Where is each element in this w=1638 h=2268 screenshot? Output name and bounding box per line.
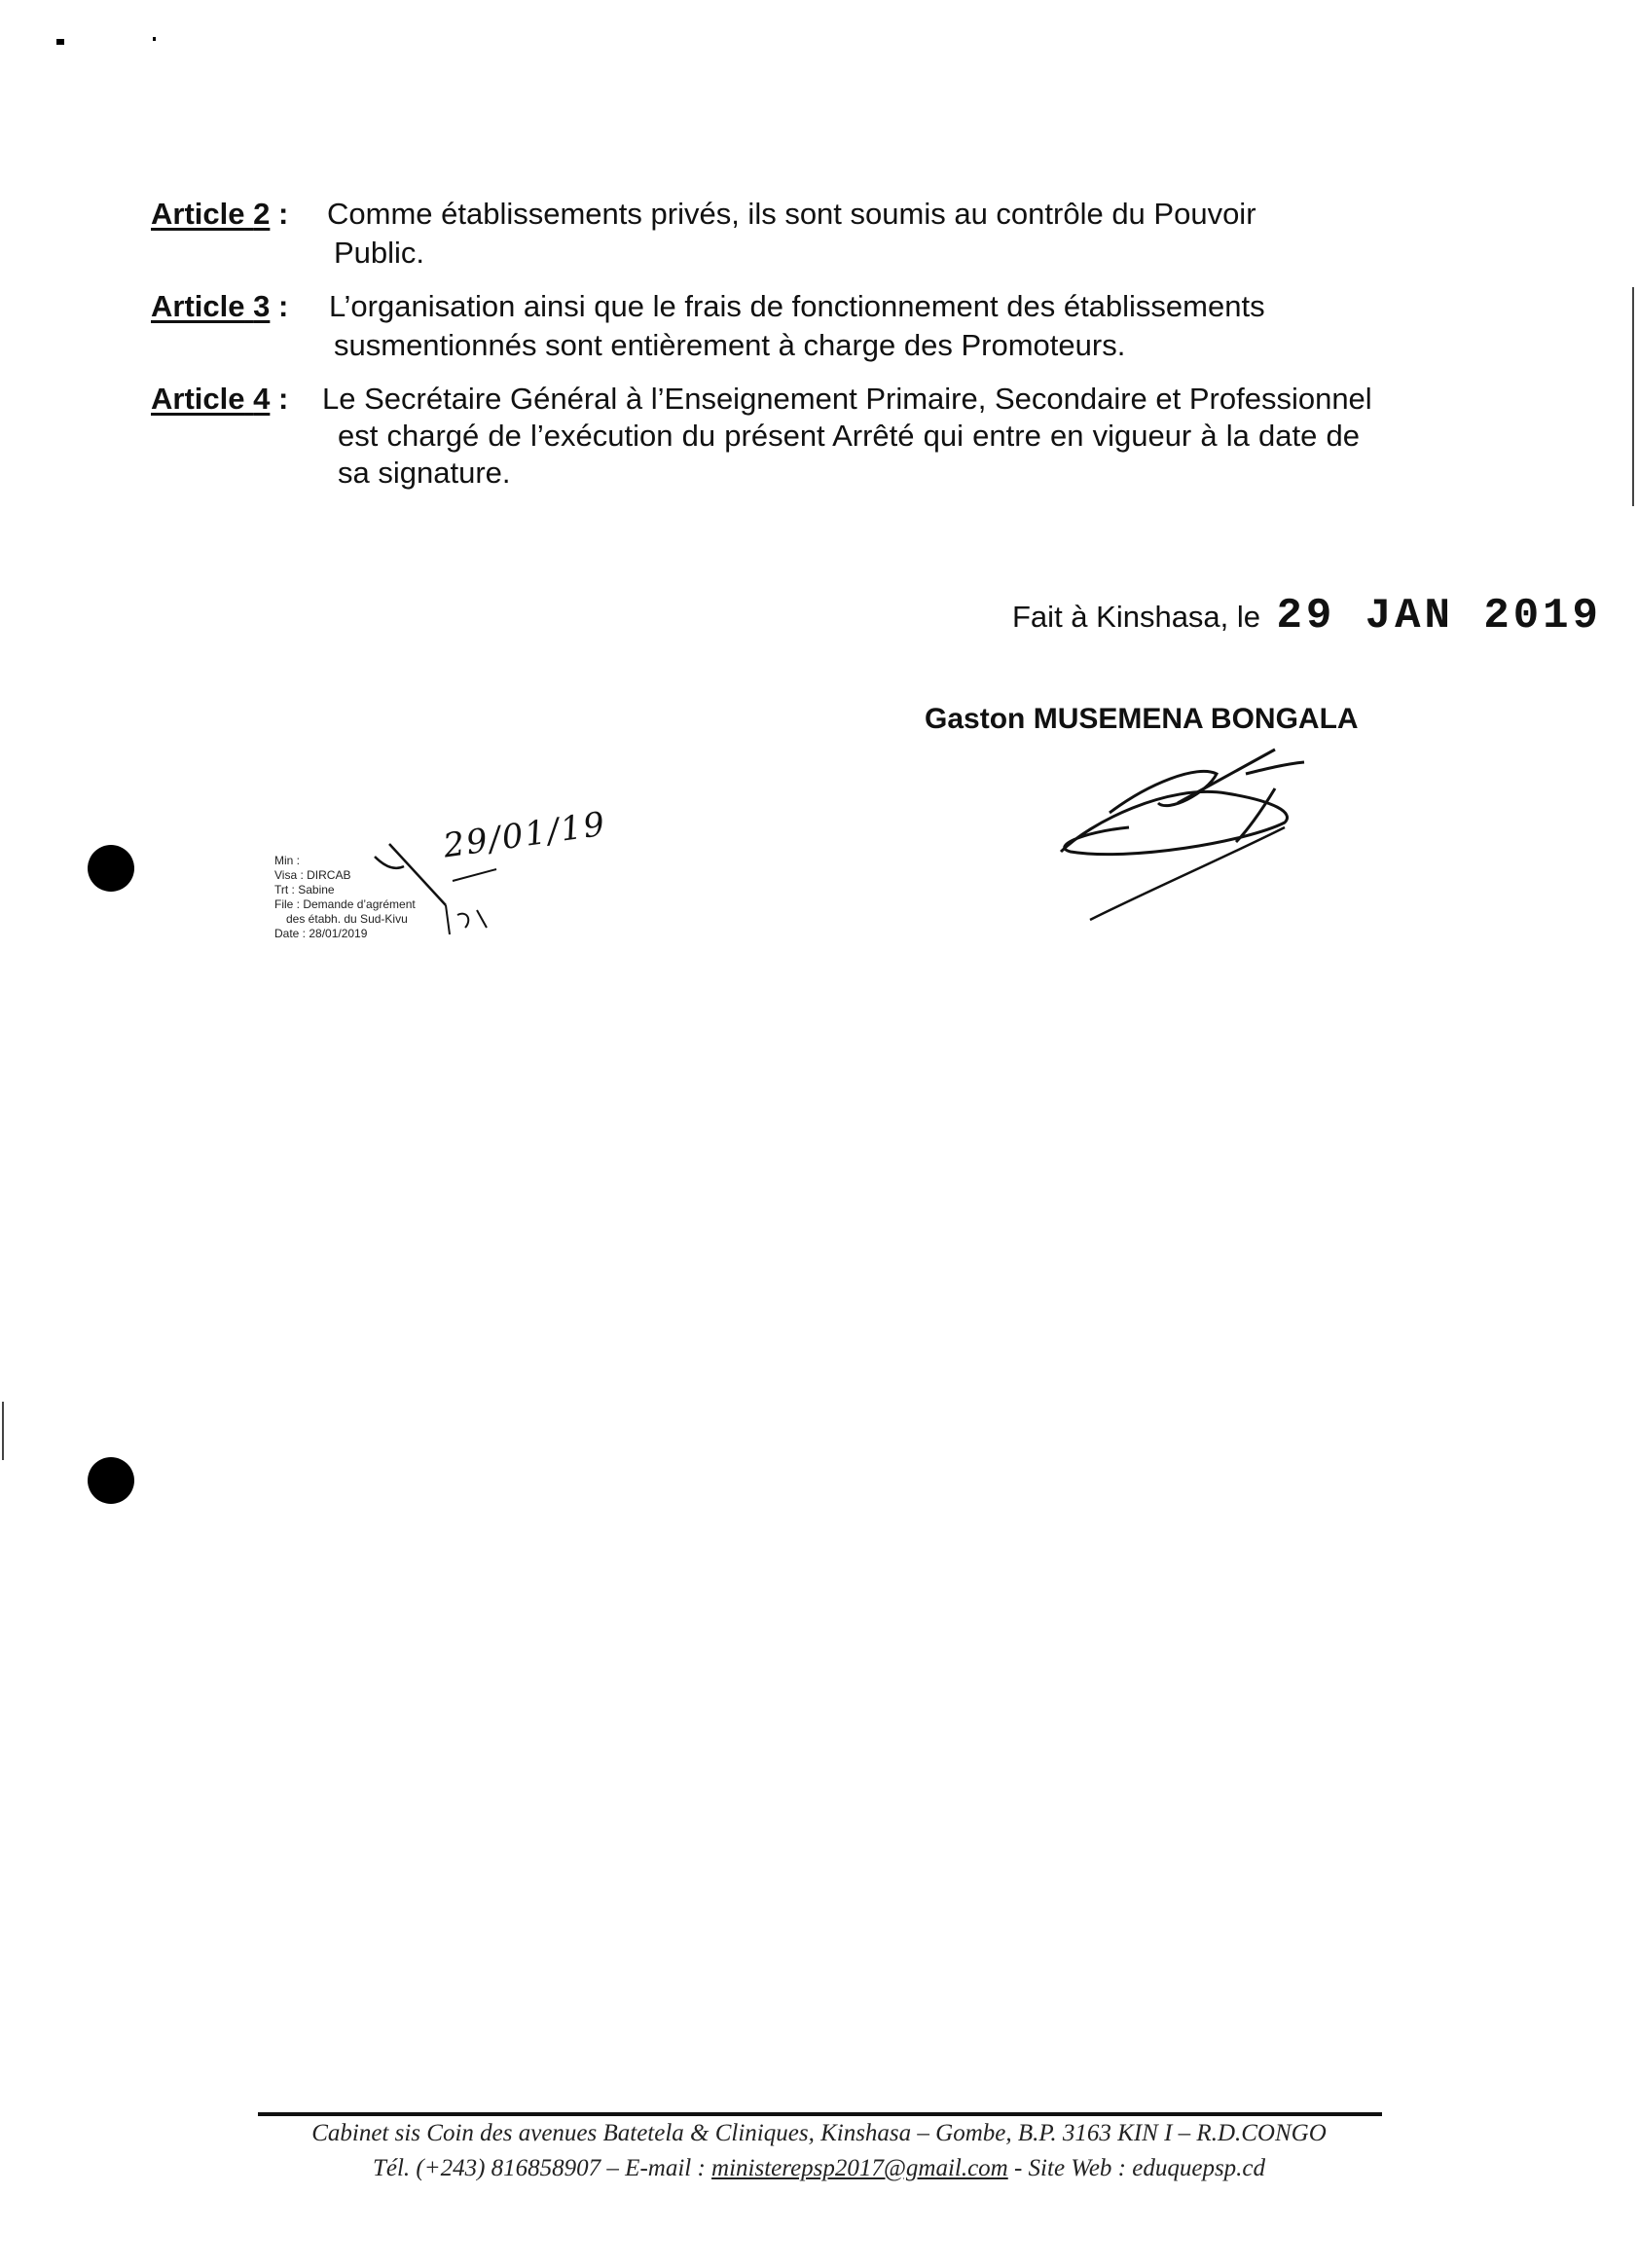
footer-contact xyxy=(0,2155,1638,2182)
article-4-line-2: est chargé de l’exécution du présent Arrêté qui entre en vigueur à la date de sa signature. xyxy=(338,419,1360,490)
date-stamp: 29 JAN 2019 xyxy=(1276,592,1602,640)
article-2-line-1: Comme établissements privés, ils sont soumis au contrôle du Pouvoir xyxy=(327,197,1256,231)
footer-email[interactable]: ministerepsp2017@gmail.com xyxy=(711,2155,1008,2181)
signature xyxy=(1051,745,1372,930)
article-2 xyxy=(151,196,1513,274)
visa-line: Min : xyxy=(274,854,301,867)
scan-edge-line xyxy=(2,1402,4,1460)
visa-line: Date : 28/01/2019 xyxy=(274,927,368,940)
scan-speck xyxy=(153,37,156,41)
visa-line: File : Demande d’agrément xyxy=(274,897,416,911)
punch-hole-top xyxy=(88,845,134,892)
handwritten-date: 29/01/19 xyxy=(441,804,609,866)
visa-line: des étabh. du Sud-Kivu xyxy=(286,912,408,926)
article-4-line-1: Le Secrétaire Général à l’Enseignement Primaire, Secondaire et Professionnel xyxy=(322,382,1372,416)
footer-rule xyxy=(258,2112,1382,2116)
article-4-label: Article 4 : xyxy=(151,382,289,416)
article-2-label: Article 2 : xyxy=(151,197,289,231)
article-3 xyxy=(151,288,1513,366)
article-3-line-2: susmentionnés sont entièrement à charge des Promoteurs. xyxy=(334,328,1126,362)
place-date-prefix: Fait à Kinshasa, le xyxy=(1012,600,1261,634)
scan-speck xyxy=(56,39,64,45)
place-date xyxy=(1012,592,1602,640)
punch-hole-bottom xyxy=(88,1457,134,1504)
article-3-line-1: L’organisation ainsi que le frais de fonctionnement des établissements xyxy=(329,289,1265,323)
signatory-name: Gaston MUSEMENA BONGALA xyxy=(925,703,1359,735)
scan-edge-line xyxy=(1632,287,1634,506)
visa-line: Visa : DIRCAB xyxy=(274,868,351,882)
article-3-label: Article 3 : xyxy=(151,289,289,323)
article-4 xyxy=(151,381,1513,502)
visa-line: Trt : Sabine xyxy=(274,883,335,896)
footer-tel: Tél. (+243) 816858907 – E-mail : xyxy=(372,2155,712,2181)
footer-address: Cabinet sis Coin des avenues Batetela & Cliniques, Kinshasa – Gombe, B.P. 3163 KIN I – R.D.CONGO xyxy=(311,2120,1327,2146)
footer-site: - Site Web : eduquepsp.cd xyxy=(1007,2155,1266,2181)
article-2-line-2: Public. xyxy=(334,236,425,270)
